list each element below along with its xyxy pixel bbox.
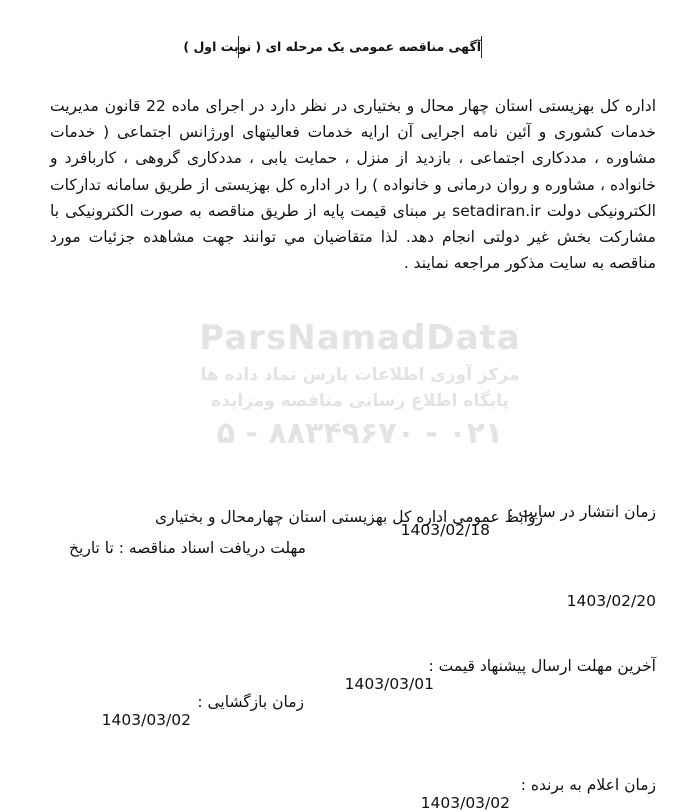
watermark-persian-2: پایگاه اطلاع رسانی مناقصه ومزایده xyxy=(211,391,509,412)
publish-label: زمان انتشار در سایت : xyxy=(508,503,656,522)
watermark-persian-1: مرکز آوری اطلاعات پارس نماد داده ها xyxy=(200,364,520,385)
opening-date: 1403/03/02 xyxy=(101,711,191,730)
opening-label: زمان بازگشایی : xyxy=(197,693,304,712)
notice-body-paragraph: اداره کل بهزیستی استان چهار محال و بختیاری در نظر دارد در اجرای ماده 22 قانون مدیریت خدمات کشوری و آئین نامه اجرایی آن ارایه خدمات فعالیتهای اورژانس اجتماعی ( خدمات مشاوره ، مددکاری اجتماعی ، بازدید از منزل ، حمایت یابی ، مددکاری گروهی ، کاربافرد و خانواده ، مشاوره و روان درمانی و خانواده ) را در اداره کل بهزیستی از طریق سامانه تدارکات الکترونیکی دولت setadiran.ir بر مبنای قیمت پایه از طریق مناقصه به صورت الکترونیکی با مشارکت بخش غیر دولتی انجام دهد. لذا متقاضیان مي توانند جهت مشاهده جزئیات مورد مناقصه به سایت مذکور مراجعه نمایند . xyxy=(50,97,656,273)
bid-deadline-label: آخرین مهلت ارسال پیشنهاد قیمت : xyxy=(428,657,656,676)
winner-announcement-date: 1403/03/02 xyxy=(420,794,510,812)
watermark xyxy=(180,318,540,452)
footer-signature: روابط عمومی اداره کل بهزیستی استان چهارمحال و بختیاری xyxy=(155,508,543,526)
winner-announcement-label: زمان اعلام به برنده : xyxy=(520,776,656,795)
document-deadline-label: مهلت دریافت اسناد مناقصه : تا تاریخ xyxy=(69,539,306,558)
watermark-latin: ParsNamadData xyxy=(199,318,521,358)
bid-deadline-date: 1403/03/01 xyxy=(344,675,434,694)
notice-body xyxy=(50,93,656,276)
notice-title: آگهی مناقصه عمومی یک مرحله ای ( نوبت اول ) xyxy=(238,36,482,58)
document-deadline-date: 1403/02/20 xyxy=(566,592,656,611)
publish-date: 1403/02/18 xyxy=(400,521,490,540)
watermark-phone: ۰۲۱ - ۸۸۳۴۹۶۷۰ - ۵ xyxy=(216,415,504,451)
